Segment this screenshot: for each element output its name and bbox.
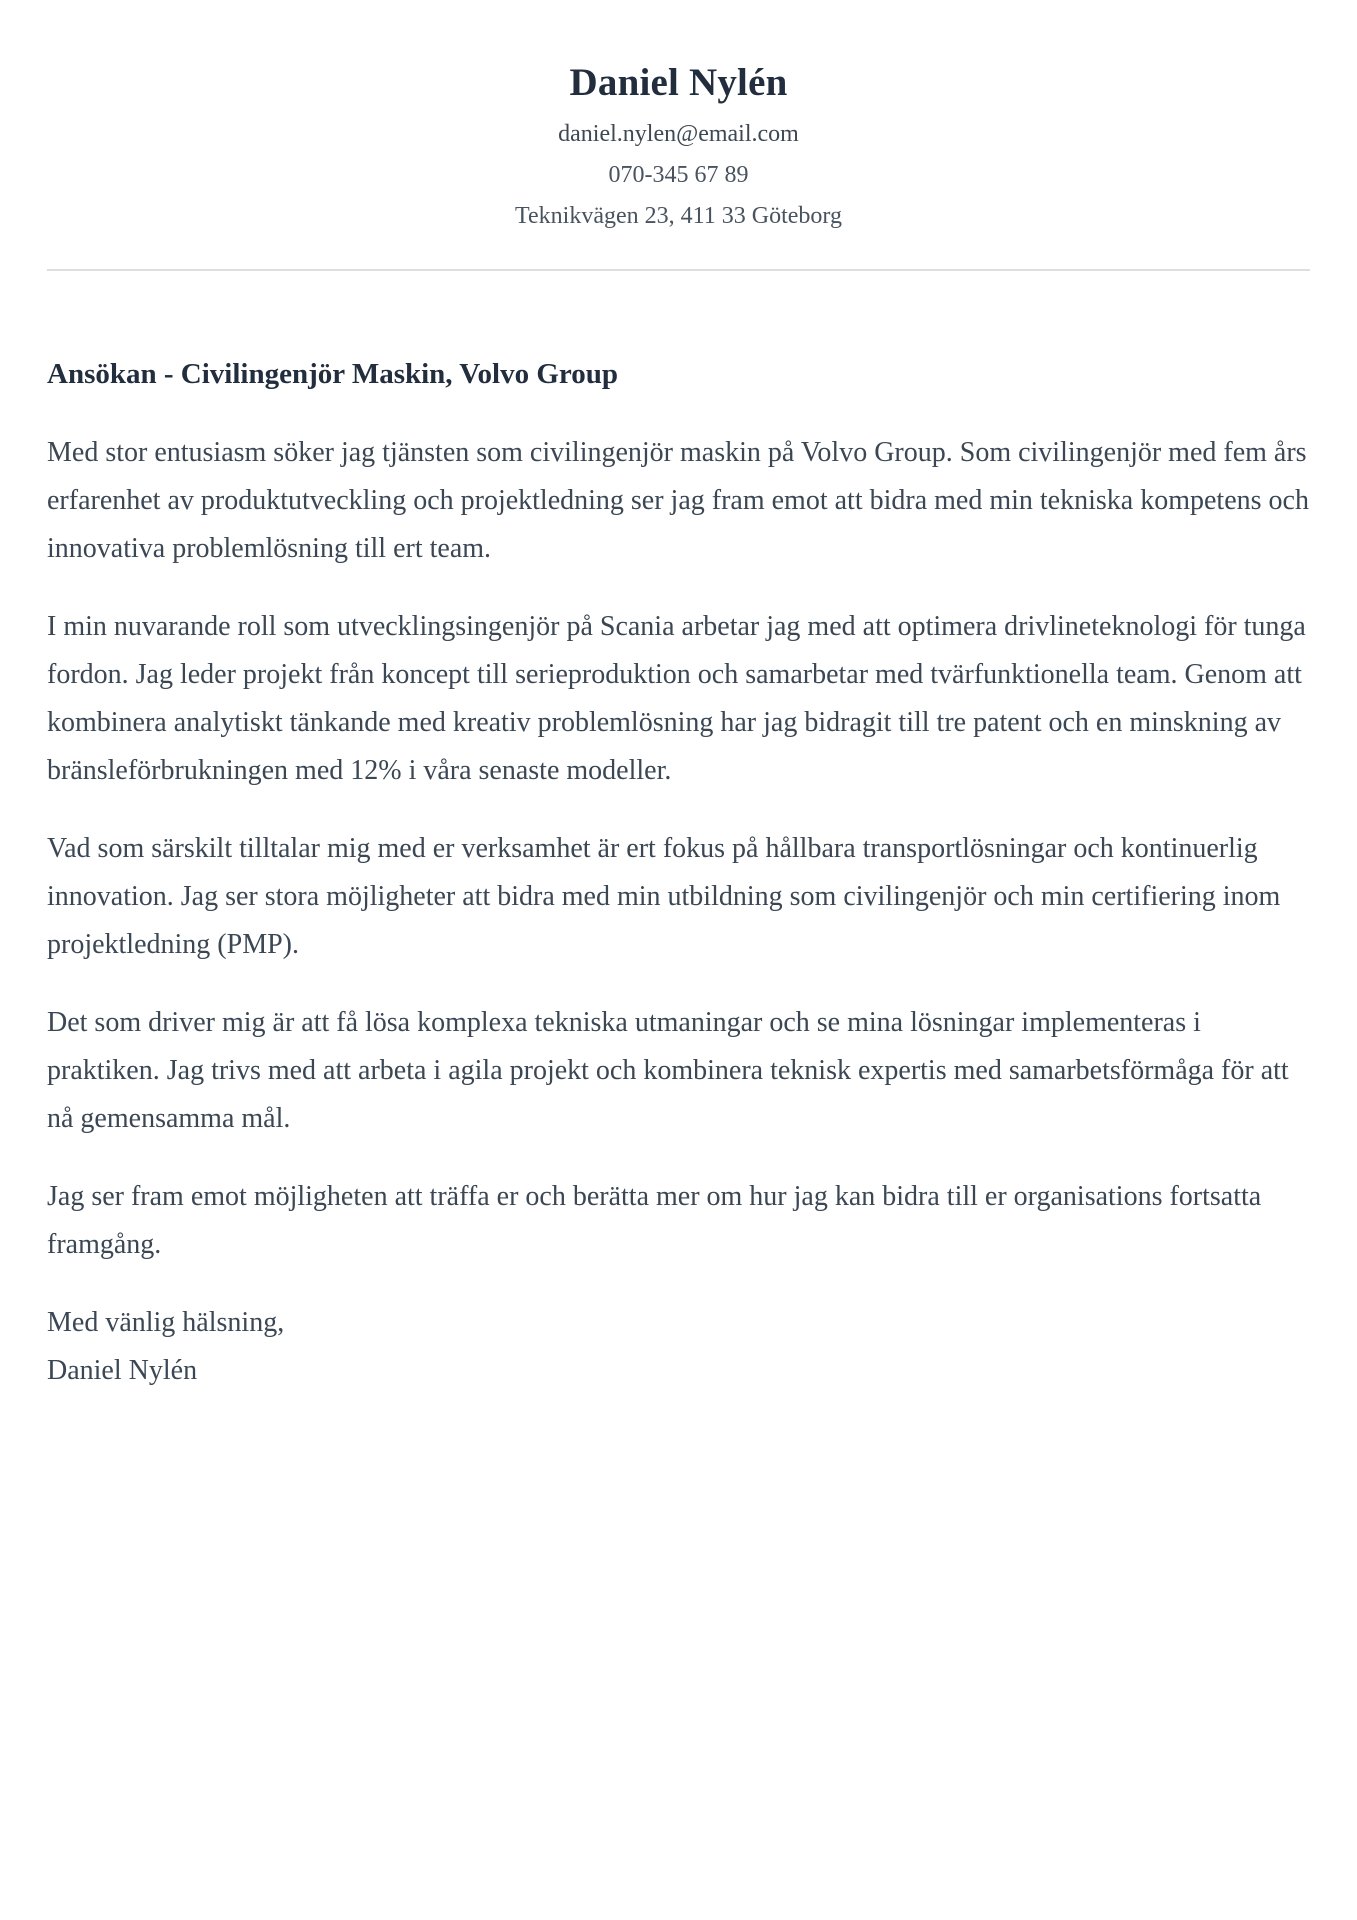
subject-line: Ansökan - Civilingenjör Maskin, Volvo Group [47,358,619,390]
contact-address: Teknikvägen 23, 411 33 Göteborg [515,203,842,229]
contact-phone: 070-345 67 89 [608,162,749,188]
contact-email: daniel.nylen@email.com [558,121,799,147]
paragraph-motivation: Det som driver mig är att få lösa komplexa tekniska utmaningar och se mina lösningar implementeras i praktiken. Jag trivs med att arbeta i agila projekt och kombinera teknisk expertis med samarbetsförmåga för att nå gemensamma mål. [47,1007,1289,1134]
paragraph-current-role: I min nuvarande roll som utvecklingsingenjör på Scania arbetar jag med att optimera drivlineteknologi för tunga fordon. Jag leder projekt från koncept till serieproduktion och samarbetar med tvärfunktionella team. Genom att kombinera analytiskt tänkande med kreativ problemlösning har jag bidragit till tre patent och en minskning av bränsleförbrukningen med 12% i våra senaste modeller. [47,611,1306,786]
signature-name: Daniel Nylén [47,1355,198,1386]
letter-body [47,355,1310,1395]
person-name: Daniel Nylén [569,61,788,104]
header-divider [47,269,1310,271]
paragraph-company-fit: Vad som särskilt tilltalar mig med er verksamhet är ert fokus på hållbara transportlösningar och kontinuerlig innovation. Jag ser stora möjligheter att bidra med min utbildning som civilingenjör och min certifiering inom projektledning (PMP). [47,833,1281,960]
letter-header [47,58,1310,237]
paragraph-outro: Jag ser fram emot möjligheten att träffa er och berätta mer om hur jag kan bidra till er organisations fortsatta framgång. [47,1181,1262,1260]
closing-block [47,1299,1310,1395]
closing-salutation: Med vänlig hälsning, [47,1307,285,1338]
paragraph-intro: Med stor entusiasm söker jag tjänsten som civilingenjör maskin på Volvo Group. Som civilingenjör med fem års erfarenhet av produktutveckling och projektledning ser jag fram emot att bidra med min tekniska kompetens och innovativa problemlösning till ert team. [47,437,1309,564]
